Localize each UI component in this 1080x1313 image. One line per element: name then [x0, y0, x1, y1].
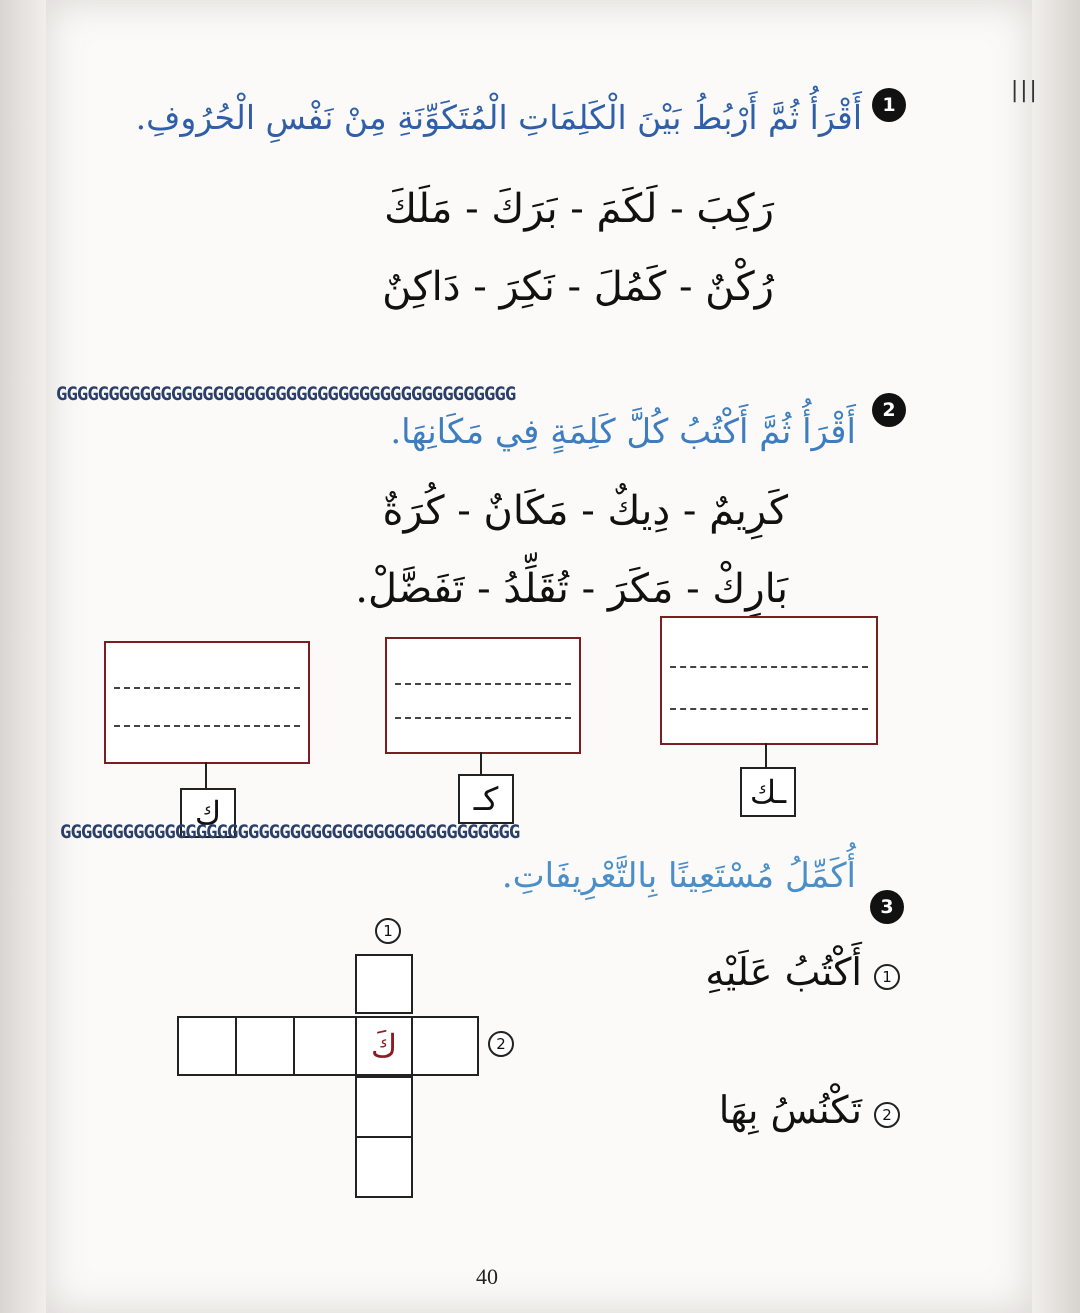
- page-number: 40: [476, 1264, 498, 1289]
- writing-box-left[interactable]: [104, 641, 310, 764]
- exercise-3-instruction: أُكَمِّلُ مُسْتَعِينًا بِالتَّعْرِيفَاتِ.: [501, 856, 856, 896]
- clue-1-number: 1: [874, 964, 900, 990]
- exercise-1-instruction: أَقْرَأُ ثُمَّ أَرْبُطُ بَيْنَ الْكَلِمَاتِ الْمُتَكَوِّنَةِ مِنْ نَفْسِ الْحُرُوفِ.: [135, 98, 862, 137]
- connector-line: [480, 752, 482, 774]
- letter-box-medial: كـ: [458, 774, 514, 824]
- crossword-cell[interactable]: [355, 1136, 413, 1198]
- letter-box-initial: ك: [180, 788, 236, 838]
- exercise-2-instruction: أَقْرَأُ ثُمَّ أَكْتُبُ كُلَّ كَلِمَةٍ فِي مَكَانِهَا.: [390, 412, 856, 452]
- writing-line: [670, 708, 868, 710]
- page-left-shadow: [0, 0, 46, 1313]
- clue-1-text: أَكْتُبُ عَلَيْهِ: [705, 950, 862, 994]
- letter-box-final: ـك: [740, 767, 796, 817]
- crossword-cell[interactable]: [177, 1016, 237, 1076]
- crossword-cell[interactable]: [355, 954, 413, 1014]
- worksheet-page: [46, 0, 1036, 1313]
- crossword-cell[interactable]: [293, 1016, 357, 1076]
- crossword-label-down: 1: [375, 918, 401, 944]
- crossword-cell[interactable]: [355, 1076, 413, 1138]
- writing-box-middle[interactable]: [385, 637, 581, 754]
- writing-line: [114, 725, 300, 727]
- exercise-1-number: 1: [872, 88, 906, 122]
- exercise-3-number: 3: [870, 890, 904, 924]
- exercise-1-words-row-1: رَكِبَ - لَكَمَ - بَرَكَ - مَلَكَ: [384, 186, 774, 232]
- crossword-cell[interactable]: [411, 1016, 479, 1076]
- writing-line: [114, 687, 300, 689]
- exercise-2-words-row-1: كَرِيمٌ - دِيكٌ - مَكَانٌ - كُرَةٌ: [382, 488, 788, 534]
- greek-key-divider: GGGGGGGGGGGGGGGGGGGGGGGGGGGGGGGGGGGGGGGGGGGG: [56, 383, 516, 405]
- exercise-2-words-row-2: بَارِكْ - مَكَرَ - تُقَلِّدُ - تَفَضَّلْ.: [355, 566, 788, 612]
- greek-key-divider: GGGGGGGGGGGGGGGGGGGGGGGGGGGGGGGGGGGGGGGGGGGG: [60, 821, 520, 843]
- exercise-1-words-row-2: رُكْنٌ - كَمُلَ - نَكِرَ - دَاكِنٌ: [382, 264, 774, 310]
- crossword-cell-given-letter: كَ: [355, 1016, 413, 1076]
- writing-line: [395, 683, 571, 685]
- clue-2-text: تَكْنُسُ بِهَا: [718, 1088, 862, 1132]
- crossword-label-across: 2: [488, 1031, 514, 1057]
- connector-line: [765, 743, 767, 767]
- crossword-cell[interactable]: [235, 1016, 295, 1076]
- connector-line: [205, 762, 207, 788]
- writing-box-right[interactable]: [660, 616, 878, 745]
- page-right-shadow: [1032, 0, 1080, 1313]
- side-marks: |||: [1008, 78, 1036, 103]
- writing-line: [670, 666, 868, 668]
- clue-2-number: 2: [874, 1102, 900, 1128]
- exercise-2-number: 2: [872, 393, 906, 427]
- writing-line: [395, 717, 571, 719]
